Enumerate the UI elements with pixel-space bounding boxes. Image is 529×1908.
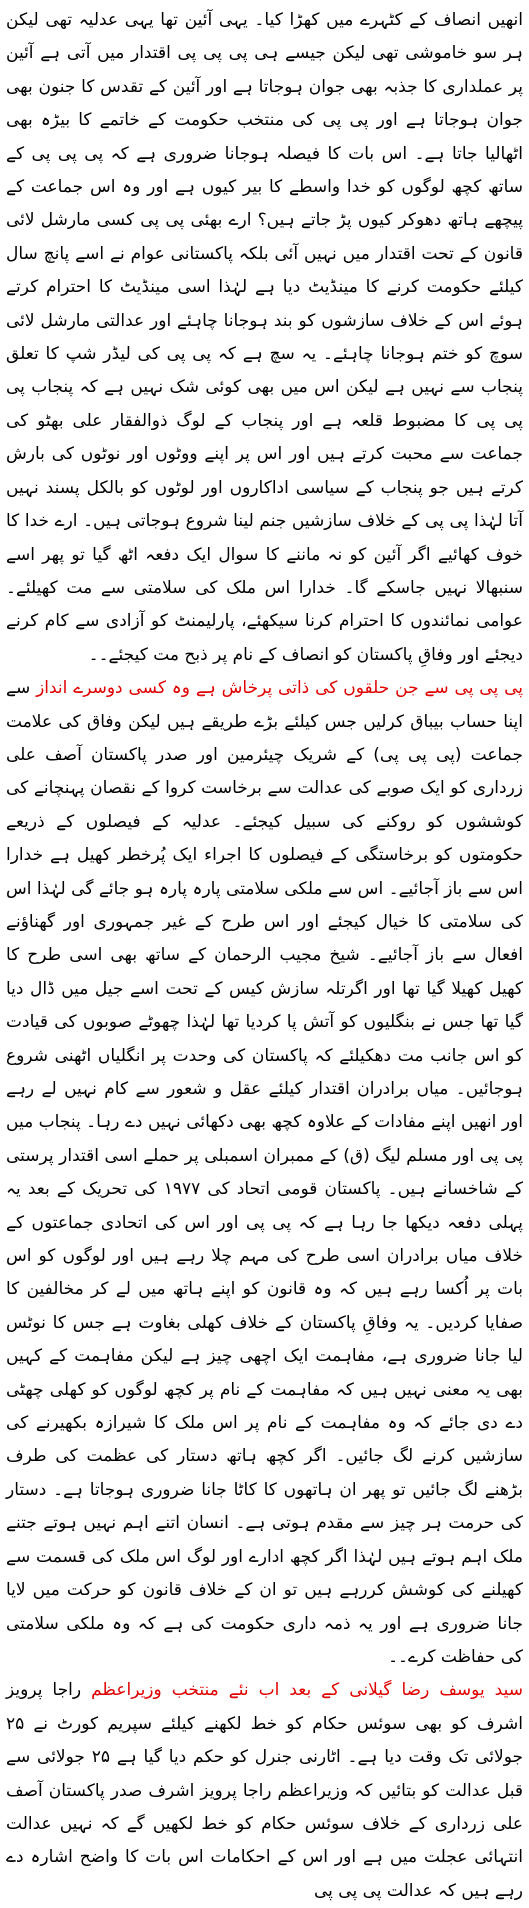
paragraph-3-highlight: سید یوسف رضا گیلانی کے بعد اب نئے منتخب وزیراعظم: [91, 1680, 523, 1701]
paragraph-3-text: راجا پرویز اشرف کو بھی سوئس حکام کو خط لکھنے کیلئے سپریم کورٹ نے ۲۵ جولائی تک وقت دیا ہے۔ اٹارنی جنرل کو حکم دیا گیا ہے ۲۵ جولائی سے قبل عدالت کو بتائیں کہ وزیراعظم راجا پرویز اشرف صدر پاکستان آصف علی زرداری کے خلاف سوئس حکام کو خط لکھیں گے کہ نہیں عدالت انتہائی عجلت میں ہے اور اس کے احکامات اس بات کا واضح اشارہ دے رہے ہیں کہ عدالت پی پی پی: [6, 1680, 523, 1901]
paragraph-2: [6, 672, 523, 1674]
paragraph-2-text: سے اپنا حساب بیباق کرلیں جس کیلئے بڑے طریقے ہیں لیکن وفاق کی علامت جماعت (پی پی پی) کے شریک چیئرمین اور صدر پاکستان آصف علی زرداری کو ایک صوبے کی عدالت سے برخاست کروا کے نقصان پہنچانے کی کوششوں کو روکنے کی سبیل کیجئے۔ عدلیہ کے فیصلوں کے ذریعے حکومتوں کو برخاستگی کے فیصلوں کا اجراء ایک پُرخطر کھیل ہے خدارا اس سے باز آجائیے۔ اس سے ملکی سلامتی پارہ پارہ ہو جائے گی لہٰذا اس کی سلامتی کا خیال کیجئے اور اس طرح کے غیر جمہوری اور گھناؤنے افعال سے باز آجائیے۔ شیخ مجیب الرحمان کے ساتھ بھی اسی طرح کا کھیل کھیلا گیا تھا اور اگرتلہ سازش کیس کے تحت اسے جیل میں ڈال دیا گیا تھا جس نے بنگلیوں کو آتش پا کردیا تھا لہٰذا چھوٹے صوبوں کی قیادت کو اس جانب مت دھکیلئے کہ پاکستان کی وحدت پر انگلیاں اٹھنی شروع ہوجائیں۔ میاں برادران اقتدار کیلئے عقل و شعور سے کام نہیں لے رہے اور انھیں اپنے مفادات کے علاوہ کچھ بھی دکھائی نہیں دے رہا۔ پنجاب میں پی پی اور مسلم لیگ (ق) کے ممبران اسمبلی پر حملے اسی اقتدار پرستی کے شاخسانے ہیں۔ پاکستان قومی اتحاد کی ۱۹۷۷ کی تحریک کے بعد یہ پہلی دفعہ دیکھا جا رہا ہے کہ پی پی اور اس کی اتحادی جماعتوں کے خلاف میاں برادران اسی طرح کی مہم چلا رہے ہیں اور لوگوں کو اس بات پر اُکسا رہے ہیں کہ وہ قانون کو اپنے ہاتھ میں لے کر مخالفین کا صفایا کردیں۔ یہ وفاقِ پاکستان کے خلاف کھلی بغاوت ہے جس کا نوٹس لیا جانا ضروری ہے، مفاہمت ایک اچھی چیز ہے لیکن مفاہمت کے کہیں بھی یہ معنی نہیں ہیں کہ مفاہمت کے نام پر کچھ لوگوں کو کھلی چھٹی دے دی جائے کہ وہ مفاہمت کے نام پر اس ملک کا شیرازہ بکھیرنے کی سازشیں کرنے لگ جائیں۔ اگر کچھ ہاتھ دستار کی عظمت کی طرف بڑھنے لگ جائیں تو پھر ان ہاتھوں کا کاٹا جانا ضروری ہوجاتا ہے۔ دستار کی حرمت ہر چیز سے مقدم ہوتی ہے۔ انسان اتنے اہم نہیں ہوتے جتنے ملک اہم ہوتے ہیں لہٰذا اگر کچھ ادارے اور لوگ اس ملک کی قسمت سے کھیلنے کی کوشش کررہے ہیں تو ان کے خلاف قانون کو حرکت میں لایا جانا ضروری ہے اور یہ ذمہ داری حکومت کی ہے کہ وہ ملکی سلامتی کی حفاظت کرے۔۔: [6, 678, 523, 1667]
paragraph-3: [6, 1674, 523, 1908]
paragraph-1-text: انھیں انصاف کے کٹہرے میں کھڑا کیا۔ یہی آئین تھا یہی عدلیہ تھی لیکن ہر سو خاموشی تھی لیکن جیسے ہی پی پی پی اقتدار میں آتی ہے آئین پر عملداری کا جذبہ بھی جوان ہوجاتا ہے اور آئین کے تقدس کا جنون بھی جوان ہوجاتا ہے اور پی پی کی منتخب حکومت کے خاتمے کا بیڑہ بھی اٹھالیا جاتا ہے۔ اس بات کا فیصلہ ہوجانا ضروری ہے کہ پی پی پی کے ساتھ کچھ لوگوں کو خدا واسطے کا بیر کیوں ہے اور وہ اس جماعت کے پیچھے ہاتھ دھوکر کیوں پڑ جاتے ہیں؟ ارے بھئی پی پی کسی مارشل لائی قانون کے تحت اقتدار میں نہیں آئی بلکہ پاکستانی عوام نے اسے پانچ سال کیلئے حکومت کرنے کا مینڈیٹ دیا ہے لہٰذا اسی مینڈیٹ کا احترام کرتے ہوئے اس کے خلاف سازشوں کو بند ہوجانا چاہئے اور عدالتی مارشل لائی سوچ کو ختم ہوجانا چاہئے۔ یہ سچ ہے کہ پی پی کی لیڈر شپ کا تعلق پنجاب سے نہیں ہے لیکن اس میں بھی کوئی شک نہیں ہے کہ پنجاب پی پی پی کا مضبوط قلعہ ہے اور پنجاب کے لوگ ذوالفقار علی بھٹو کی جماعت سے محبت کرتے ہیں اور اس پر اپنے ووٹوں اور نوٹوں کی بارش کرتے ہیں جو پنجاب کے سیاسی اداکاروں اور لوٹوں کو بالکل پسند نہیں آتا لہٰذا پی پی کے خلاف سازشیں جنم لینا شروع ہوجاتی ہیں۔ ارے خدا کا خوف کھائیے اگر آئین کو نہ ماننے کا سوال ایک دفعہ اٹھ گیا تو پھر اسے سنبھالا نہیں جاسکے گا۔ خدارا اس ملک کی سلامتی سے مت کھیلئے۔ عوامی نمائندوں کا احترام کرنا سیکھئے، پارلیمنٹ کو آزادی سے کام کرنے دیجئے اور وفاقِ پاکستان کو انصاف کے نام پر ذبح مت کیجئے۔۔: [6, 10, 523, 665]
paragraph-1: [6, 4, 523, 672]
paragraph-2-highlight: پی پی پی سے جن حلقوں کی ذاتی پرخاش ہے وہ کسی دوسرے انداز: [36, 678, 523, 699]
